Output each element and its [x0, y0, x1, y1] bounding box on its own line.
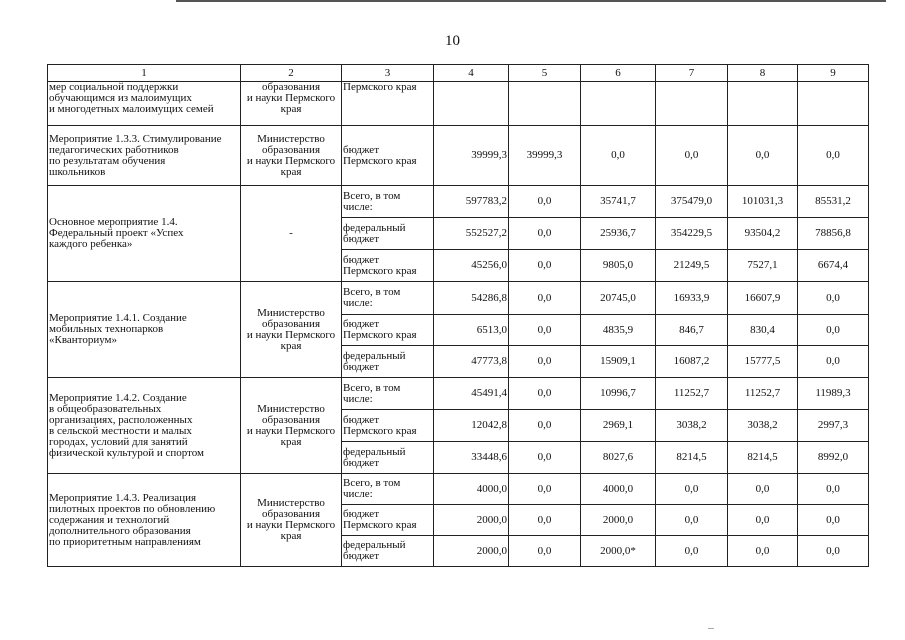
- value-cell: [434, 82, 509, 126]
- value-cell: 11252,7: [728, 378, 798, 410]
- value-cell: 0,0: [728, 536, 798, 567]
- value-cell: [581, 82, 656, 126]
- source-cell: федеральный бюджет: [342, 218, 434, 250]
- executor-cell: образования и науки Пермского края: [241, 82, 342, 126]
- source-cell: Всего, в том числе:: [342, 378, 434, 410]
- table-row: [48, 186, 869, 218]
- value-cell: 0,0: [509, 315, 581, 346]
- value-cell: 0,0: [509, 282, 581, 315]
- value-cell: 11989,3: [798, 378, 869, 410]
- page-number: 10: [445, 33, 460, 49]
- activity-name-cell: мер социальной поддержки обучающимся из малоимущих и многодетных малоимущих семей: [48, 82, 241, 126]
- value-cell: 830,4: [728, 315, 798, 346]
- value-cell: 45256,0: [434, 250, 509, 282]
- value-cell: 0,0: [798, 505, 869, 536]
- value-cell: 552527,2: [434, 218, 509, 250]
- value-cell: 0,0: [656, 474, 728, 505]
- value-cell: 8992,0: [798, 442, 869, 474]
- value-cell: 6513,0: [434, 315, 509, 346]
- executor-cell: Министерство образования и науки Пермского края: [241, 378, 342, 474]
- value-cell: 375479,0: [656, 186, 728, 218]
- value-cell: 10996,7: [581, 378, 656, 410]
- value-cell: 33448,6: [434, 442, 509, 474]
- header-cell: 8: [728, 65, 798, 82]
- value-cell: 0,0: [656, 505, 728, 536]
- value-cell: 7527,1: [728, 250, 798, 282]
- value-cell: [798, 82, 869, 126]
- value-cell: 8214,5: [656, 442, 728, 474]
- table-row: [48, 282, 869, 315]
- value-cell: 0,0: [509, 346, 581, 378]
- value-cell: 9805,0: [581, 250, 656, 282]
- value-cell: 0,0: [509, 186, 581, 218]
- value-cell: [728, 82, 798, 126]
- activity-name-cell: Мероприятие 1.4.1. Создание мобильных технопарков «Кванториум»: [48, 282, 241, 378]
- table-row: [48, 82, 869, 126]
- value-cell: 0,0: [581, 126, 656, 186]
- source-cell: бюджет Пермского края: [342, 250, 434, 282]
- value-cell: 0,0: [656, 126, 728, 186]
- table-row: [48, 474, 869, 505]
- activity-name-cell: Мероприятие 1.3.3. Стимулирование педагогических работников по результатам обучения школьников: [48, 126, 241, 186]
- executor-cell: Министерство образования и науки Пермского края: [241, 282, 342, 378]
- value-cell: 12042,8: [434, 410, 509, 442]
- value-cell: 0,0: [728, 474, 798, 505]
- header-row: [48, 65, 869, 82]
- value-cell: 0,0: [798, 536, 869, 567]
- value-cell: 93504,2: [728, 218, 798, 250]
- value-cell: 2000,0: [581, 505, 656, 536]
- executor-cell: -: [241, 186, 342, 282]
- header-cell: 2: [241, 65, 342, 82]
- value-cell: 11252,7: [656, 378, 728, 410]
- header-cell: 9: [798, 65, 869, 82]
- value-cell: 47773,8: [434, 346, 509, 378]
- value-cell: 4835,9: [581, 315, 656, 346]
- value-cell: 8214,5: [728, 442, 798, 474]
- source-cell: федеральный бюджет: [342, 536, 434, 567]
- value-cell: 0,0: [798, 474, 869, 505]
- value-cell: 3038,2: [656, 410, 728, 442]
- table-row: [48, 378, 869, 410]
- value-cell: 16933,9: [656, 282, 728, 315]
- source-cell: Всего, в том числе:: [342, 186, 434, 218]
- value-cell: 78856,8: [798, 218, 869, 250]
- source-cell: Пермского края: [342, 82, 434, 126]
- activity-name-cell: Основное мероприятие 1.4. Федеральный проект «Успех каждого ребенка»: [48, 186, 241, 282]
- value-cell: 0,0: [728, 126, 798, 186]
- header-cell: 5: [509, 65, 581, 82]
- value-cell: 16087,2: [656, 346, 728, 378]
- value-cell: 2969,1: [581, 410, 656, 442]
- top-border-line: [176, 0, 886, 2]
- value-cell: 2000,0: [434, 536, 509, 567]
- source-cell: Всего, в том числе:: [342, 282, 434, 315]
- value-cell: 39999,3: [434, 126, 509, 186]
- value-cell: 0,0: [509, 474, 581, 505]
- value-cell: 0,0: [509, 410, 581, 442]
- source-cell: бюджет Пермского края: [342, 126, 434, 186]
- value-cell: 45491,4: [434, 378, 509, 410]
- source-cell: бюджет Пермского края: [342, 315, 434, 346]
- value-cell: 54286,8: [434, 282, 509, 315]
- value-cell: 0,0: [509, 250, 581, 282]
- value-cell: 2000,0*: [581, 536, 656, 567]
- value-cell: 25936,7: [581, 218, 656, 250]
- value-cell: 0,0: [509, 218, 581, 250]
- source-cell: федеральный бюджет: [342, 346, 434, 378]
- value-cell: 85531,2: [798, 186, 869, 218]
- value-cell: 0,0: [728, 505, 798, 536]
- value-cell: 4000,0: [581, 474, 656, 505]
- funding-table: [47, 64, 869, 567]
- value-cell: 20745,0: [581, 282, 656, 315]
- header-cell: 7: [656, 65, 728, 82]
- activity-name-cell: Мероприятие 1.4.3. Реализация пилотных проектов по обновлению содержания и технологий дополнительного образования по приоритетным направлениям: [48, 474, 241, 567]
- value-cell: 0,0: [509, 536, 581, 567]
- scan-mark: [708, 628, 714, 629]
- value-cell: 35741,7: [581, 186, 656, 218]
- source-cell: бюджет Пермского края: [342, 410, 434, 442]
- value-cell: 39999,3: [509, 126, 581, 186]
- value-cell: [656, 82, 728, 126]
- source-cell: Всего, в том числе:: [342, 474, 434, 505]
- header-cell: 4: [434, 65, 509, 82]
- value-cell: 21249,5: [656, 250, 728, 282]
- value-cell: 6674,4: [798, 250, 869, 282]
- value-cell: [509, 82, 581, 126]
- value-cell: 0,0: [798, 346, 869, 378]
- value-cell: 0,0: [798, 315, 869, 346]
- value-cell: 0,0: [798, 126, 869, 186]
- value-cell: 846,7: [656, 315, 728, 346]
- value-cell: 0,0: [509, 378, 581, 410]
- header-cell: 3: [342, 65, 434, 82]
- activity-name-cell: Мероприятие 1.4.2. Создание в общеобразовательных организациях, расположенных в сельской местности и малых городах, условий для занятий физической культурой и спортом: [48, 378, 241, 474]
- value-cell: 2000,0: [434, 505, 509, 536]
- table-row: [48, 126, 869, 186]
- value-cell: 16607,9: [728, 282, 798, 315]
- executor-cell: Министерство образования и науки Пермского края: [241, 126, 342, 186]
- header-cell: 1: [48, 65, 241, 82]
- value-cell: 0,0: [509, 505, 581, 536]
- value-cell: 3038,2: [728, 410, 798, 442]
- executor-cell: Министерство образования и науки Пермского края: [241, 474, 342, 567]
- value-cell: 2997,3: [798, 410, 869, 442]
- value-cell: 101031,3: [728, 186, 798, 218]
- value-cell: 354229,5: [656, 218, 728, 250]
- value-cell: 0,0: [509, 442, 581, 474]
- source-cell: федеральный бюджет: [342, 442, 434, 474]
- value-cell: 8027,6: [581, 442, 656, 474]
- header-cell: 6: [581, 65, 656, 82]
- source-cell: бюджет Пермского края: [342, 505, 434, 536]
- value-cell: 0,0: [656, 536, 728, 567]
- value-cell: 597783,2: [434, 186, 509, 218]
- value-cell: 15909,1: [581, 346, 656, 378]
- value-cell: 0,0: [798, 282, 869, 315]
- value-cell: 4000,0: [434, 474, 509, 505]
- value-cell: 15777,5: [728, 346, 798, 378]
